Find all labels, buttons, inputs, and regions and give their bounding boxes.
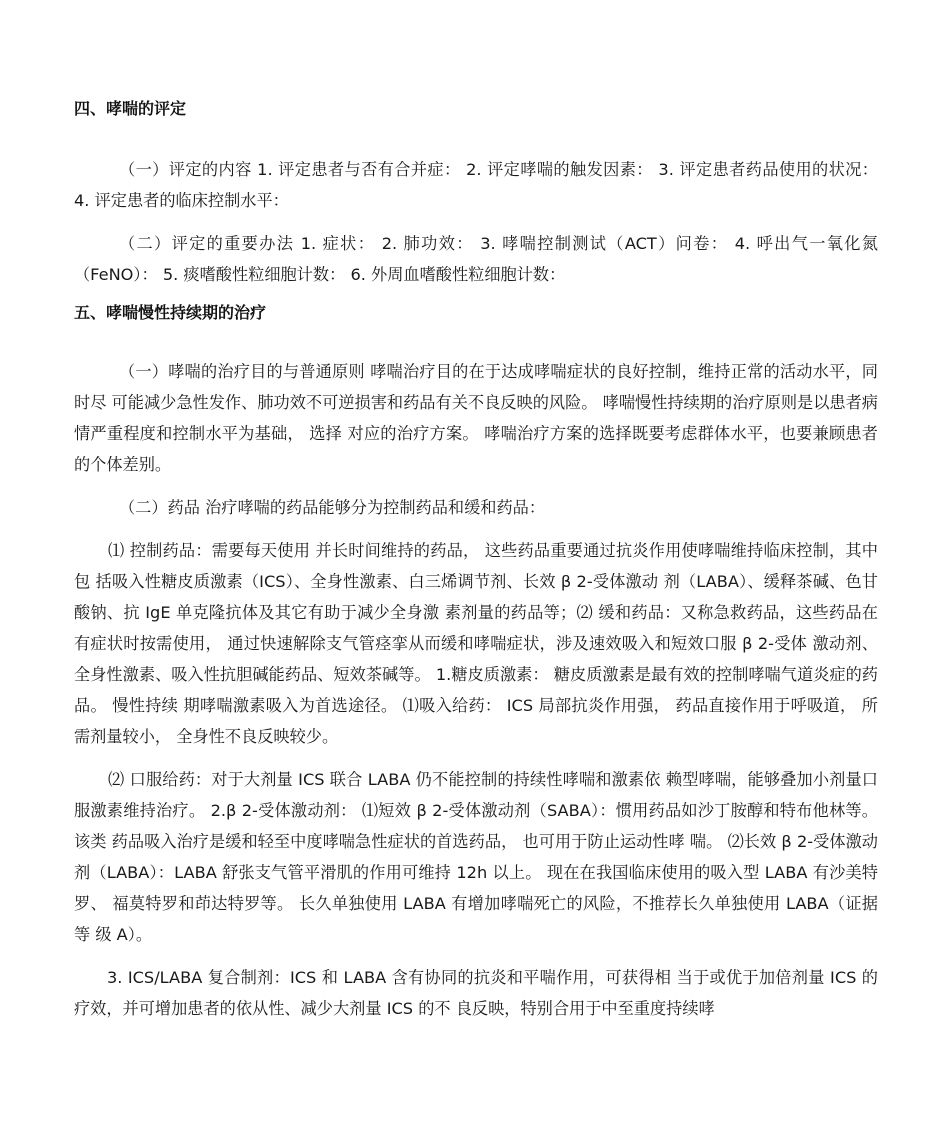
assessment-methods-paragraph: （二）评定的重要办法 1. 症状： 2. 肺功效： 3. 哮喘控制测试（ACT）问卷： 4. 呼出气一氧化氮（FeNO）： 5. 痰嗜酸性粒细胞计数： 6. 外周血嗜酸性粒细胞计数：	[74, 234, 878, 284]
treatment-goals-paragraph: （一）哮喘的治疗目的与普通原则 哮喘治疗目的在于达成哮喘症状的良好控制，维持正常的活动水平，同时尽 可能减少急性发作、肺功效不可逆损害和药品有关不良反映的风险。 哮喘慢性持续期的治疗原则是以患者病情严重程度和控制水平为基础， 选择 对应的治疗方案。 哮喘治疗方案的选择既要考虑群体水平，也要兼顾患者的个体差别。	[74, 362, 878, 474]
controller-medications-paragraph: ⑴ 控制药品：需要每天使用 并长时间维持的药品， 这些药品重要通过抗炎作用使哮喘维持临床控制，其中包 括吸入性糖皮质激素（ICS）、全身性激素、白三烯调节剂、长效 β 2-受体激动 剂（LABA）、缓释茶碱、色甘酸钠、抗 IgE 单克隆抗体及其它有助于减少全身激 素剂量的药品等；⑵ 缓和药品：又称急救药品，这些药品在有症状时按需使用， 通过快速解除支气管痉挛从而缓和哮喘症状，涉及速效吸入和短效口服 β 2-受体 激动剂、全身性激素、吸入性抗胆碱能药品、短效茶碱等。 1.糖皮质激素： 糖皮质激素是最有效的控制哮喘气道炎症的药品。 慢性持续 期哮喘激素吸入为首选途径。 ⑴吸入给药： ICS 局部抗炎作用强， 药品直接作用于呼吸道， 所需剂量较小， 全身性不良反映较少。	[74, 541, 878, 746]
section-heading-assessment: 四、哮喘的评定	[74, 99, 187, 118]
oral-steroids-paragraph: ⑵ 口服给药：对于大剂量 ICS 联合 LABA 仍不能控制的持续性哮喘和激素依 赖型哮喘，能够叠加小剂量口服激素维持治疗。 2.β 2-受体激动剂： ⑴短效 β 2-受体激动剂（SABA）：惯用药品如沙丁胺醇和特布他林等。该类 药品吸入治疗是缓和轻至中度哮喘急性症状的首选药品， 也可用于防止运动性哮 喘。 ⑵长效 β 2-受体激动剂（LABA）：LABA 舒张支气管平滑肌的作用可维持 12h 以上。 现在在我国临床使用的吸入型 LABA 有沙美特罗、 福莫特罗和茚达特罗等。 长久单独使用 LABA 有增加哮喘死亡的风险，不推荐长久单独使用 LABA（证据等 级 A）。	[74, 770, 878, 944]
medications-intro-paragraph: （二）药品 治疗哮喘的药品能够分为控制药品和缓和药品：	[119, 498, 546, 517]
document-page	[74, 96, 878, 1024]
section-heading-treatment: 五、哮喘慢性持续期的治疗	[74, 303, 267, 322]
assessment-content-paragraph: （一）评定的内容 1. 评定患者与否有合并症： 2. 评定哮喘的触发因素： 3. 评定患者药品使用的状况： 4. 评定患者的临床控制水平：	[74, 160, 878, 210]
ics-laba-paragraph: 3. ICS/LABA 复合制剂：ICS 和 LABA 含有协同的抗炎和平喘作用，可获得相 当于或优于加倍剂量 ICS 的疗效，并可增加患者的依从性、减少大剂量 ICS 的不 良反映，特别合用于中至重度持续哮	[74, 968, 878, 1018]
